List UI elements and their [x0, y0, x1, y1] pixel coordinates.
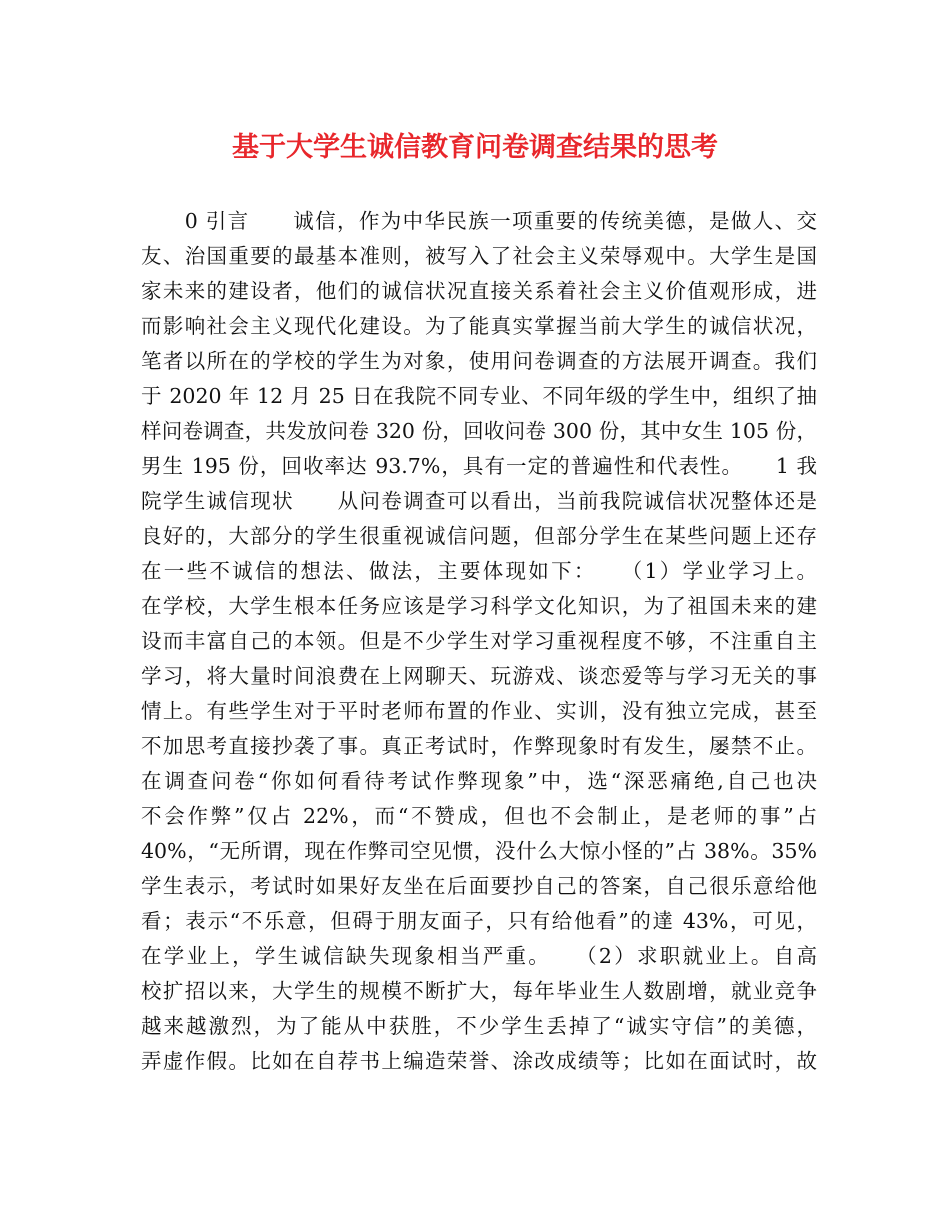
document-body — [141, 204, 817, 1079]
body-line: 弄虚作假。比如在自荐书上编造荣誉、涂改成绩等；比如在面试时，故 — [141, 1049, 817, 1073]
body-line: 在学业上，学生诚信缺失现象相当严重。 （2）求职就业上。自高 — [141, 944, 817, 968]
body-line: 看；表示“不乐意，但碍于朋友面子，只有给他看”的達 43%，可见， — [141, 909, 817, 933]
body-line: 家未来的建设者，他们的诚信状况直接关系着社会主义价值观形成，进 — [141, 279, 817, 303]
body-line: 而影响社会主义现代化建设。为了能真实掌握当前大学生的诚信状况， — [141, 314, 817, 338]
body-line: 不加思考直接抄袭了事。真正考试时，作弊现象时有发生，屡禁不止。 — [141, 734, 817, 758]
body-line: 笔者以所在的学校的学生为对象，使用问卷调查的方法展开调查。我们 — [141, 349, 817, 373]
body-line: 男生 195 份，回收率达 93.7%，具有一定的普遍性和代表性。 1 我 — [141, 454, 817, 478]
body-line: 良好的，大部分的学生很重视诚信问题，但部分学生在某些问题上还存 — [141, 524, 817, 548]
body-line: 越来越激烈，为了能从中获胜，不少学生丢掉了“诚实守信”的美德， — [141, 1014, 817, 1038]
body-line: 在调查问卷“你如何看待考试作弊现象”中，选“深恶痛绝,自己也决 — [141, 769, 817, 793]
body-line: 学生表示，考试时如果好友坐在后面要抄自己的答案，自己很乐意给他 — [141, 874, 817, 898]
body-line: 样问卷调查，共发放问卷 320 份，回收问卷 300 份，其中女生 105 份， — [141, 419, 817, 443]
body-line: 于 2020 年 12 月 25 日在我院不同专业、不同年级的学生中，组织了抽 — [141, 384, 817, 408]
document-title: 基于大学生诚信教育问卷调查结果的思考 — [232, 132, 718, 163]
body-line: 不会作弊”仅占 22%，而“不赞成，但也不会制止，是老师的事”占 — [141, 804, 817, 828]
body-line: 院学生诚信现状 从问卷调查可以看出，当前我院诚信状况整体还是 — [141, 489, 817, 513]
body-line: 设而丰富自己的本领。但是不少学生对学习重视程度不够，不注重自主 — [141, 629, 817, 653]
body-line: 友、治国重要的最基本准则，被写入了社会主义荣辱观中。大学生是国 — [141, 244, 817, 268]
body-line: 在学校，大学生根本任务应该是学习科学文化知识，为了祖国未来的建 — [141, 594, 817, 618]
body-line: 0 引言 诚信，作为中华民族一项重要的传统美德，是做人、交 — [141, 209, 817, 233]
body-line: 校扩招以来，大学生的规模不断扩大，每年毕业生人数剧增，就业竞争 — [141, 979, 817, 1003]
body-line: 在一些不诚信的想法、做法，主要体现如下： （1）学业学习上。 — [141, 559, 817, 583]
body-line: 学习，将大量时间浪费在上网聊天、玩游戏、谈恋爱等与学习无关的事 — [141, 664, 817, 688]
body-line: 情上。有些学生对于平时老师布置的作业、实训，没有独立完成，甚至 — [141, 699, 817, 723]
body-line: 40%，“无所谓，现在作弊司空见惯，没什么大惊小怪的”占 38%。35% — [141, 839, 817, 863]
